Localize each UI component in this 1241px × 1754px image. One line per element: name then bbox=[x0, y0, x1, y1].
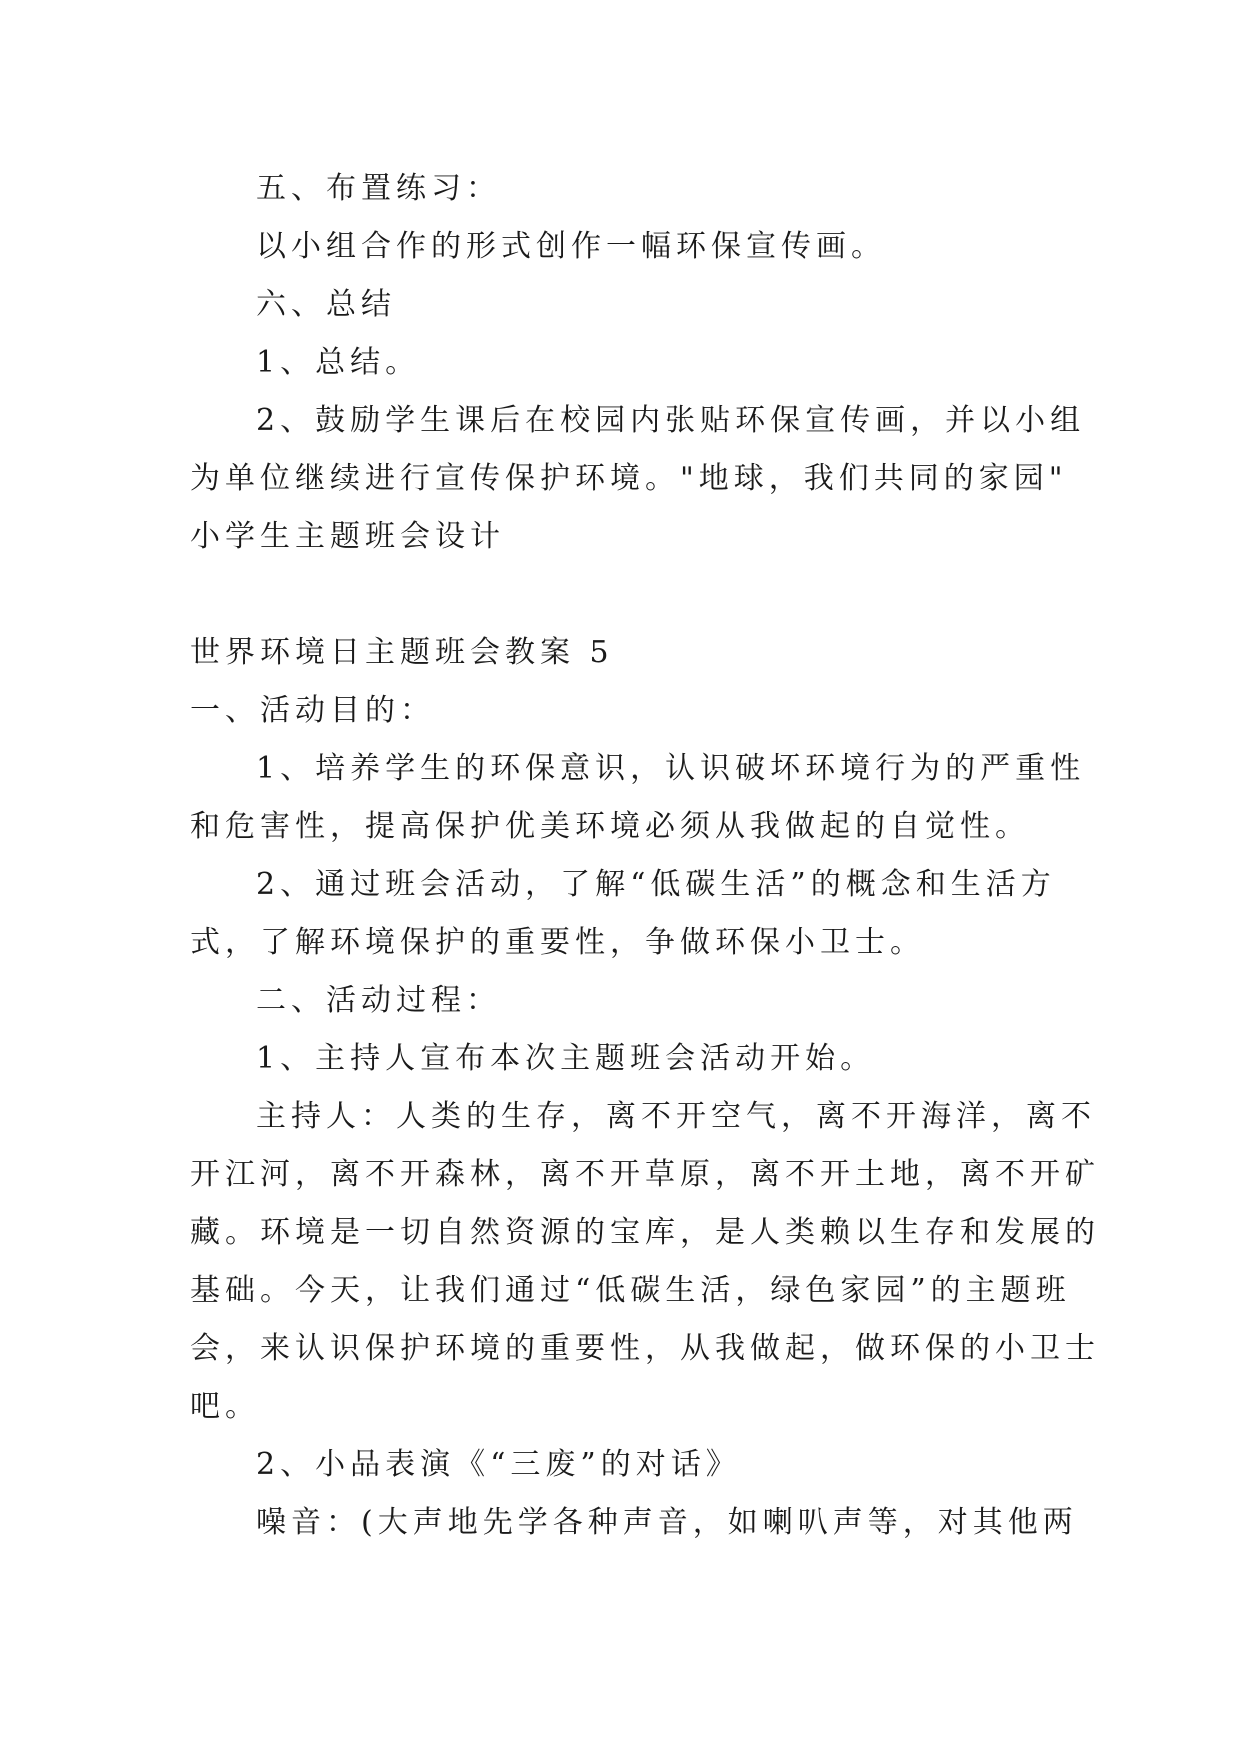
host-line6: 吧。 bbox=[190, 1389, 260, 1424]
host-line2: 开江河，离不开森林，离不开草原，离不开土地，离不开矿 bbox=[190, 1157, 1100, 1192]
document-body bbox=[190, 160, 1100, 1552]
goal1-line1: 1、培养学生的环保意识，认识破坏环境行为的严重性 bbox=[256, 751, 1086, 786]
goal2-line1: 2、通过班会活动，了解“低碳生活”的概念和生活方 bbox=[256, 867, 1056, 902]
host-line4: 基础。今天，让我们通过“低碳生活，绿色家园”的主题班 bbox=[190, 1273, 1071, 1308]
host-line3: 藏。环境是一切自然资源的宝库，是人类赖以生存和发展的 bbox=[190, 1215, 1100, 1250]
goal-heading: 一、活动目的： bbox=[190, 693, 435, 728]
section-six-item1: 1、总结。 bbox=[256, 345, 421, 380]
lesson5-title: 世界环境日主题班会教案 5 bbox=[190, 635, 614, 670]
section-five-heading: 五、布置练习： bbox=[256, 171, 501, 206]
goal1-line2: 和危害性，提高保护优美环境必须从我做起的自觉性。 bbox=[190, 809, 1030, 844]
noise-line1: 噪音：(大声地先学各种声音，如喇叭声等，对其他两 bbox=[256, 1505, 1078, 1540]
host-line1: 主持人：人类的生存，离不开空气，离不开海洋，离不 bbox=[256, 1099, 1096, 1134]
process-heading: 二、活动过程： bbox=[256, 983, 501, 1018]
goal2-line2: 式，了解环境保护的重要性，争做环保小卫士。 bbox=[190, 925, 925, 960]
process-item2: 2、小品表演《“三废”的对话》 bbox=[256, 1447, 741, 1482]
paragraph-spacer bbox=[190, 566, 1060, 624]
section-five-text: 以小组合作的形式创作一幅环保宣传画。 bbox=[256, 229, 886, 264]
section-six-item2-line3: 小学生主题班会设计 bbox=[190, 519, 505, 554]
section-six-heading: 六、总结 bbox=[256, 287, 396, 322]
section-six-item2-line2: 为单位继续进行宣传保护环境。"地球，我们共同的家园" bbox=[190, 461, 1068, 496]
section-six-item2-line1: 2、鼓励学生课后在校园内张贴环保宣传画，并以小组 bbox=[256, 403, 1086, 438]
process-item1: 1、主持人宣布本次主题班会活动开始。 bbox=[256, 1041, 876, 1076]
host-line5: 会，来认识保护环境的重要性，从我做起，做环保的小卫士 bbox=[190, 1331, 1100, 1366]
